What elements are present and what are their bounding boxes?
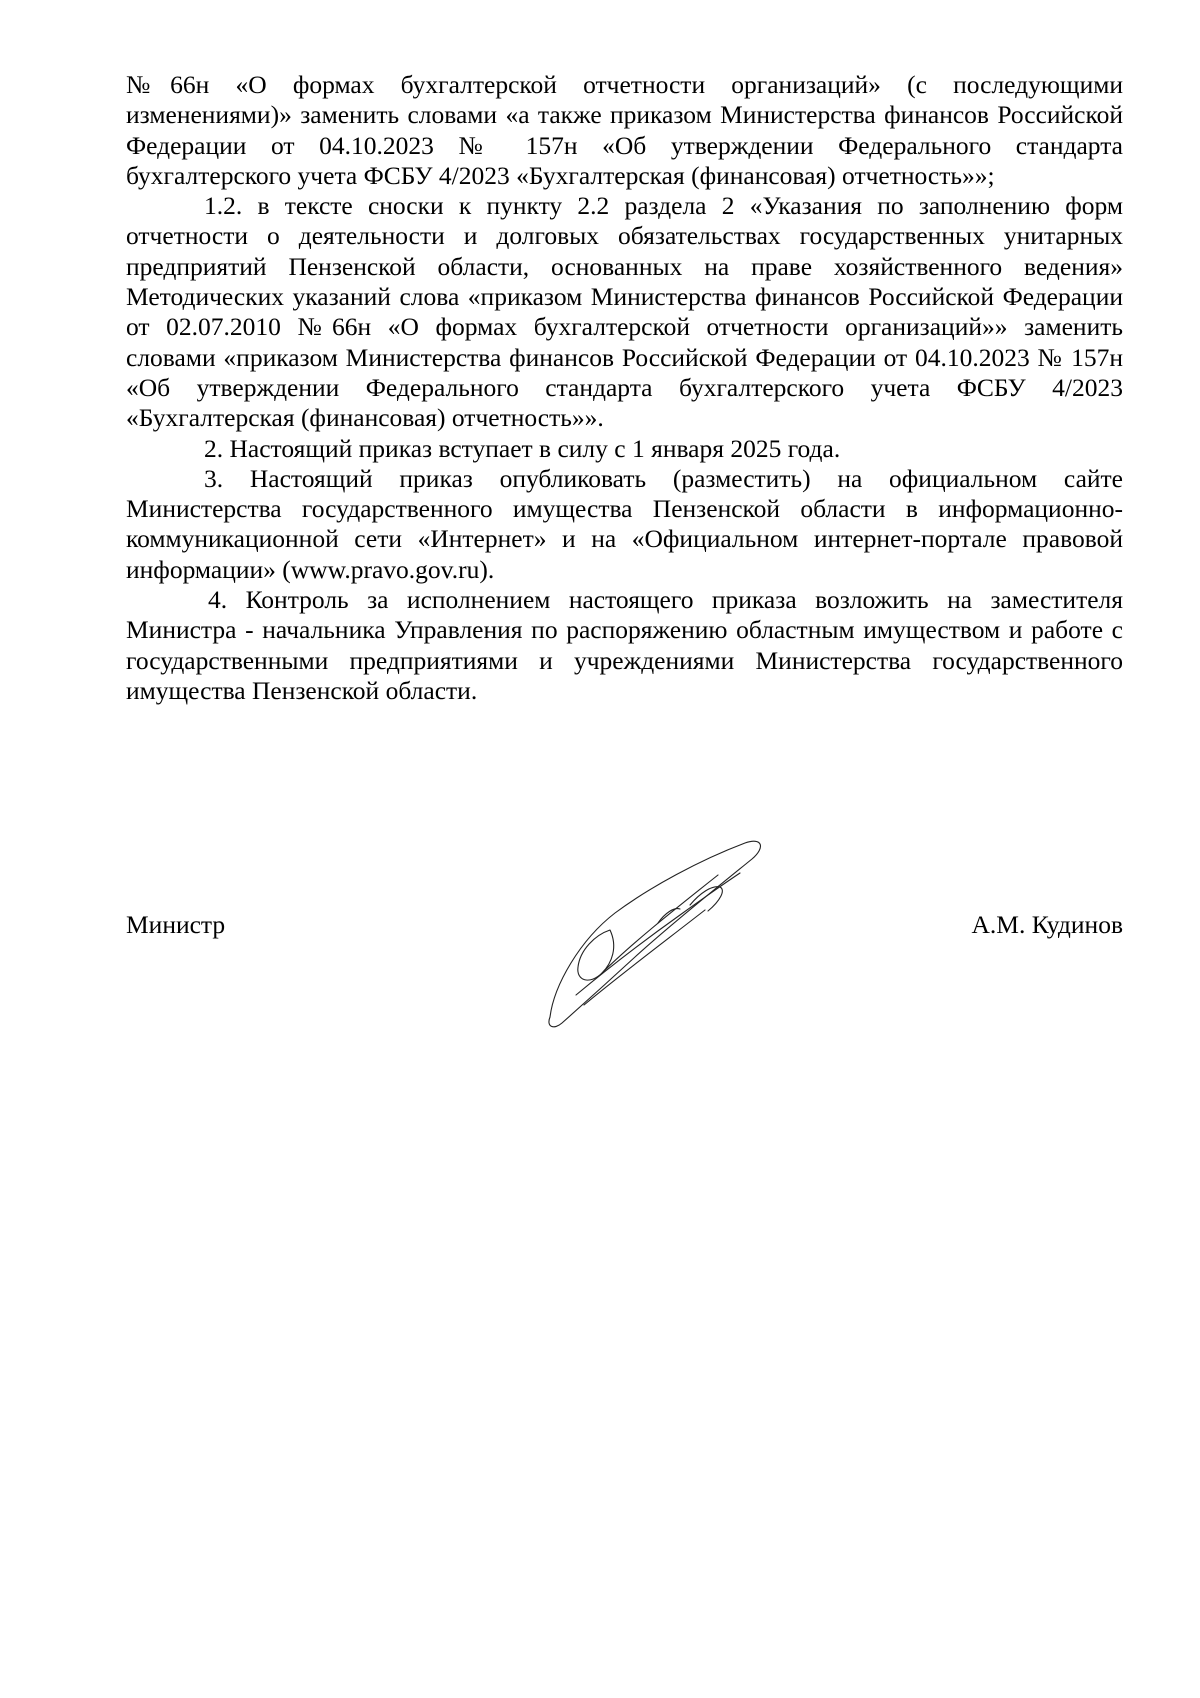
paragraph-4: 4. Контроль за исполнением настоящего приказа возложить на заместителя Министра - начальника Управления по распоряжению областным имуществом и работе с государственными предприятиями и учреждениями Министерства государственного имущества Пензенской области. bbox=[126, 585, 1123, 705]
document-body bbox=[126, 70, 1123, 706]
paragraph-1-1-continuation: №66н «О формах бухгалтерской отчетности организаций» (с последующими изменениями)» заменить словами «а также приказом Министерства финансов Российской Федерации от 04.10.2023 № 157н «Об утверждении Федерального стандарта бухгалтерского учета ФСБУ 4/2023 «Бухгалтерская (финансовая) отчетность»»; bbox=[126, 70, 1123, 190]
signer-position: Министр bbox=[126, 910, 226, 939]
handwritten-signature-icon bbox=[540, 835, 770, 1030]
paragraph-1-2: 1.2. в тексте сноски к пункту 2.2 раздела 2 «Указания по заполнению форм отчетности о деятельности и долговых обязательствах государственных унитарных предприятий Пензенской области, основанных на праве хозяйственного ведения» Методических указаний слова «приказом Министерства финансов Российской Федерации от 02.07.2010 №66н «О формах бухгалтерской отчетности организаций»» заменить словами «приказом Министерства финансов Российской Федерации от 04.10.2023 № 157н «Об утверждении Федерального стандарта бухгалтерского учета ФСБУ 4/2023 «Бухгалтерская (финансовая) отчетность»». bbox=[126, 191, 1123, 433]
paragraph-3: 3. Настоящий приказ опубликовать (разместить) на официальном сайте Министерства государственного имущества Пензенской области в информационно-коммуникационной сети «Интернет» и на «Официальном интернет-портале правовой информации» (www.pravo.gov.ru). bbox=[126, 463, 1123, 584]
signer-name: А.М. Кудинов bbox=[971, 910, 1123, 939]
paragraph-2: 2. Настоящий приказ вступает в силу с 1 января 2025 года. bbox=[204, 433, 841, 463]
